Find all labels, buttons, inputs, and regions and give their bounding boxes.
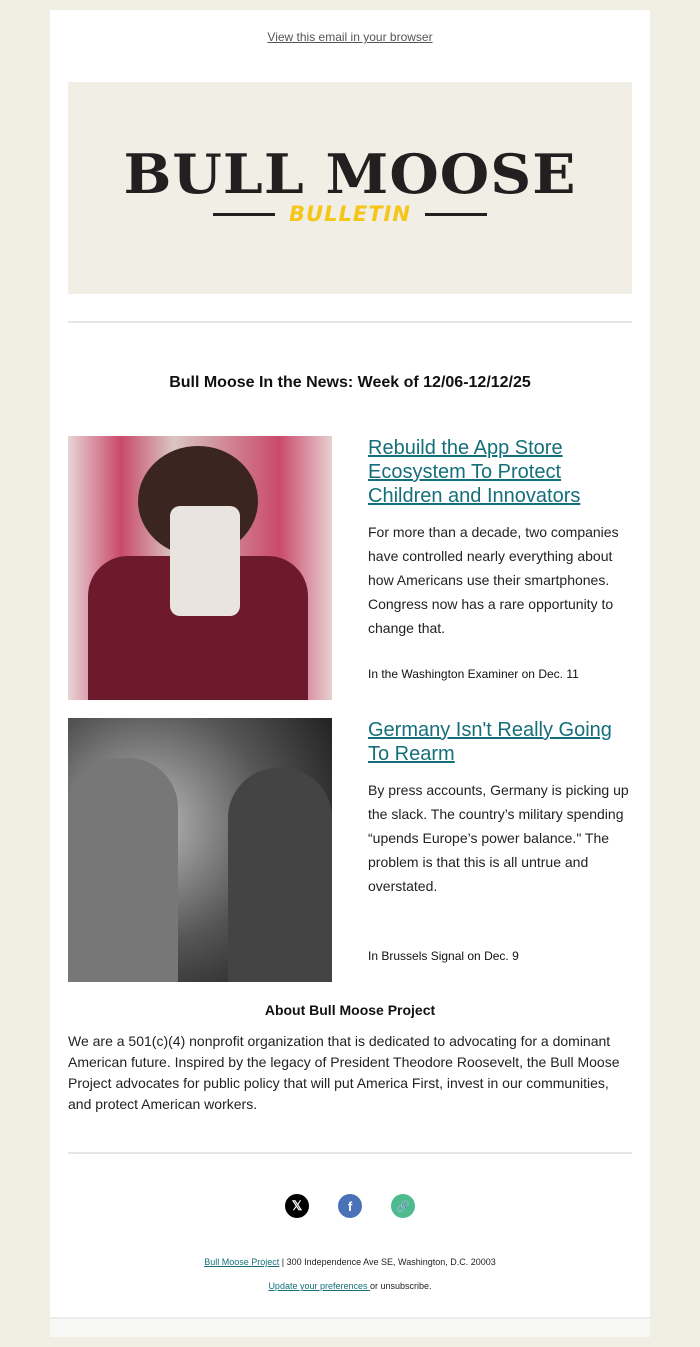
article-image-phone[interactable] — [68, 436, 332, 700]
article-summary: By press accounts, Germany is picking up the slack. The country’s military spending “upends Europe’s power balance." The problem is that this is all untrue and overstated. — [368, 782, 629, 894]
article-summary: For more than a decade, two companies have controlled nearly everything about how Americans use their smartphones. Congress now has a rare opportunity to change that. — [368, 524, 619, 636]
footer-bar — [50, 1317, 650, 1337]
divider — [68, 321, 632, 323]
logo-banner — [68, 82, 632, 294]
article-source: In Brussels Signal on Dec. 9 — [368, 949, 519, 963]
footer-prefs — [50, 1281, 650, 1291]
link-icon[interactable]: 🔗 — [391, 1194, 415, 1218]
email-card — [50, 10, 650, 1337]
divider — [213, 213, 275, 216]
facebook-icon[interactable]: f — [338, 1194, 362, 1218]
newsletter-title: Bull Moose In the News: Week of 12/06-12/12/25 — [169, 374, 531, 391]
unsubscribe-text[interactable]: or unsubscribe. — [370, 1281, 432, 1291]
address: | 300 Independence Ave SE, Washington, D.C. 20003 — [279, 1257, 496, 1267]
article-1 — [368, 436, 632, 640]
about-text: We are a 501(c)(4) nonprofit organization that is dedicated to advocating for a dominant American future. Inspired by the legacy of President Theodore Roosevelt, the Bull Moose Project advocates for public policy that will put America First, invest in our communities, and protect American workers. — [68, 1033, 620, 1112]
logo-subtitle — [68, 202, 632, 226]
x-icon[interactable]: 𝕏 — [285, 1194, 309, 1218]
logo-title: BULL MOOSE — [123, 142, 577, 206]
update-preferences-link[interactable]: Update your preferences — [268, 1281, 370, 1291]
article-source: In the Washington Examiner on Dec. 11 — [368, 667, 579, 681]
about-heading: About Bull Moose Project — [264, 1002, 436, 1018]
divider — [68, 1152, 632, 1154]
footer-address — [50, 1257, 650, 1267]
view-in-browser-link[interactable]: View this email in your browser — [267, 30, 433, 44]
article-title-link[interactable]: Germany Isn't Really Going To Rearm — [368, 719, 612, 765]
logo-bulletin: BULLETIN — [289, 202, 411, 226]
divider — [425, 213, 487, 216]
org-link[interactable]: Bull Moose Project — [204, 1257, 280, 1267]
article-image-soldiers[interactable] — [68, 718, 332, 982]
article-2 — [368, 718, 632, 898]
article-title-link[interactable]: Rebuild the App Store Ecosystem To Protect Children and Innovators — [368, 437, 581, 507]
